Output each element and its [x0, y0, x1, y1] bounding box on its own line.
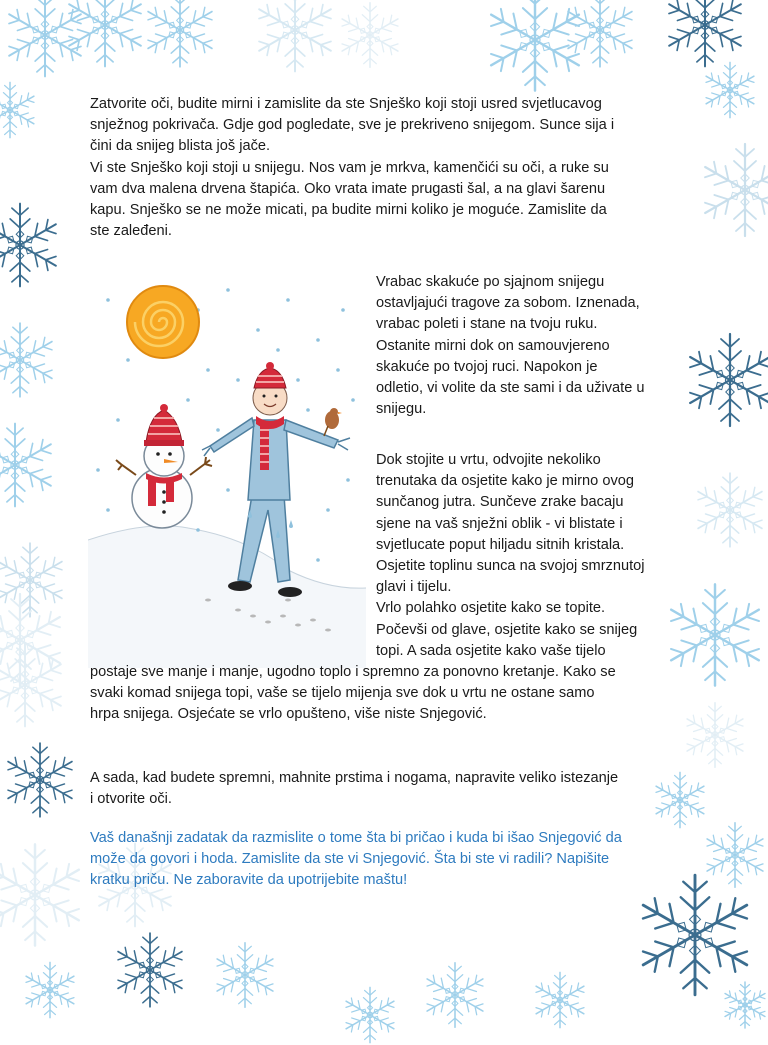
sun-icon	[127, 286, 199, 358]
snowflake-icon	[110, 930, 190, 1010]
snow-dot	[196, 528, 200, 532]
text-line: čini da snijeg blista još jače.	[90, 138, 271, 155]
snow-dot	[296, 378, 300, 382]
snowflake-icon	[720, 980, 768, 1030]
snowflake-icon	[700, 60, 760, 120]
snow-dot	[286, 298, 290, 302]
text-line: A sada, kad budete spremni, mahnite prstima i nogama, napravite veliko istezanje	[90, 770, 619, 786]
text-line: glavi i tijelu.	[376, 579, 452, 596]
snowflake-icon	[0, 420, 60, 510]
snowflake-icon	[420, 960, 490, 1030]
paragraph-melting	[90, 450, 681, 726]
text-line: Vrlo polahko osjetite kako se topite.	[376, 600, 606, 617]
text-line: Počevši od glave, osjetite kako se snijeg	[376, 621, 638, 638]
text-line: kratku priču. Ne zaboravite da upotrijebite maštu!	[90, 872, 408, 889]
snow-dot	[226, 488, 230, 492]
paragraph-ending	[90, 768, 690, 810]
text-line: Ostanite mirni dok on samouvjereno	[376, 337, 610, 354]
snow-dot	[326, 508, 330, 512]
snowflake-icon	[0, 840, 90, 950]
snowflake-icon	[0, 80, 40, 140]
text-line: sjene na vaš snježni oblik - vi blistate i	[376, 515, 623, 532]
text-line: odletio, vi volite da ste sami i da uživate u	[376, 380, 645, 397]
text-line: vrabac poleti i stane na tvoju ruku.	[376, 316, 598, 333]
text-line: snijegu.	[376, 401, 427, 418]
illustration-svg	[88, 270, 366, 668]
text-line: svjetlucate poput hiljadu sitnih kristala.	[376, 536, 625, 553]
snow-dot	[106, 298, 110, 302]
snow-dot	[316, 338, 320, 342]
snow-dot	[316, 558, 320, 562]
snowflake-icon	[20, 960, 80, 1020]
text-line: Dok stojite u vrtu, odvojite nekoliko	[376, 452, 601, 468]
text-line: svaki komad snijega topi, vaše se tijelo mijenja sve dok u vrtu ne ostane samo	[90, 685, 595, 702]
text-line: vam dva malena drvena štapića. Oko vrata imate prugasti šal, a na glavi šarenu	[90, 180, 606, 197]
text-line: skakuće po tvojoj ruci. Napokon je	[376, 358, 598, 375]
text-line: topi. A sada osjetite kako vaše tijelo	[376, 642, 606, 659]
snow-dot	[106, 508, 110, 512]
snowflake-icon	[530, 970, 590, 1030]
snow-dot	[346, 478, 350, 482]
paragraph-sparrow	[376, 272, 681, 420]
text-line: Zatvorite oči, budite mirni i zamislite da ste Snješko koji stoji usred svjetlucavog	[90, 96, 602, 112]
snowflake-icon	[60, 0, 150, 70]
snow-dot	[306, 408, 310, 412]
snow-dot	[341, 308, 345, 312]
text-line: Vrabac skakuće po sjajnom snijegu	[376, 274, 605, 290]
text-line: snježnog pokrivača. Gdje god pogledate, sve je prekriveno snijegom. Sunce sija i	[90, 117, 615, 134]
snowflake-icon	[250, 0, 340, 75]
text-line: može da govori i hoda. Zamislite da ste vi Snjegović. Šta bi ste vi radili? Napišite	[90, 851, 610, 868]
snowflake-icon	[210, 940, 280, 1010]
text-line: kapu. Snješko se ne može micati, pa budite mirni koliko je moguće. Zamislite da	[90, 202, 607, 219]
snowflake-icon	[690, 470, 768, 550]
snow-dot	[126, 358, 130, 362]
snowman-and-boy-illustration	[88, 270, 366, 668]
snowflake-icon	[680, 330, 768, 430]
text-line: i otvorite oči.	[90, 791, 172, 808]
text-line: ste zaleđeni.	[90, 223, 172, 240]
snow-dot	[276, 348, 280, 352]
snowflake-icon	[340, 985, 400, 1045]
snow-dot	[256, 328, 260, 332]
snowman-icon	[116, 404, 212, 528]
text-line: trenutaka da osjetite kako je mirno ovog	[376, 473, 634, 490]
snow-dot	[206, 368, 210, 372]
text-line: hrpa snijega. Osjećate se vrlo opušteno, više niste Snjegović.	[90, 706, 487, 723]
text-line: Osjetite toplinu sunca na svojoj smrznutoj	[376, 558, 645, 575]
snowflake-icon	[695, 140, 768, 240]
text-line: postaje sve manje i manje, ugodno toplo i spremno za ponovno kretanje. Kako se	[90, 664, 616, 681]
snowflake-icon	[0, 740, 80, 820]
snow-dot	[96, 468, 100, 472]
snowflake-icon	[335, 0, 405, 70]
snow-dot	[116, 418, 120, 422]
text-line: sunčanog jutra. Sunčeve zrake bacaju	[376, 494, 624, 511]
snowflake-icon	[680, 700, 750, 770]
snow-dot	[236, 378, 240, 382]
snowflake-icon	[140, 0, 220, 70]
snowflake-icon	[0, 320, 60, 400]
text-line: Vaš današnji zadatak da razmislite o tome šta bi pričao i kuda bi išao Snjegović da	[90, 830, 622, 846]
snow-dot	[351, 398, 355, 402]
snow-dot	[226, 288, 230, 292]
snow-dot	[216, 428, 220, 432]
paragraph-intro	[90, 94, 680, 242]
text-line: ostavljajući tragove za sobom. Iznenada,	[376, 295, 640, 312]
snow-dot	[336, 368, 340, 372]
snowflake-icon	[0, 640, 70, 730]
snowflake-icon	[560, 0, 640, 70]
snowflake-icon	[0, 200, 65, 290]
task-paragraph	[90, 828, 696, 892]
text-line: Vi ste Snješko koji stoji u snijegu. Nos vam je mrkva, kamenčići su oči, a ruke su	[90, 159, 609, 176]
snow-dot	[186, 398, 190, 402]
